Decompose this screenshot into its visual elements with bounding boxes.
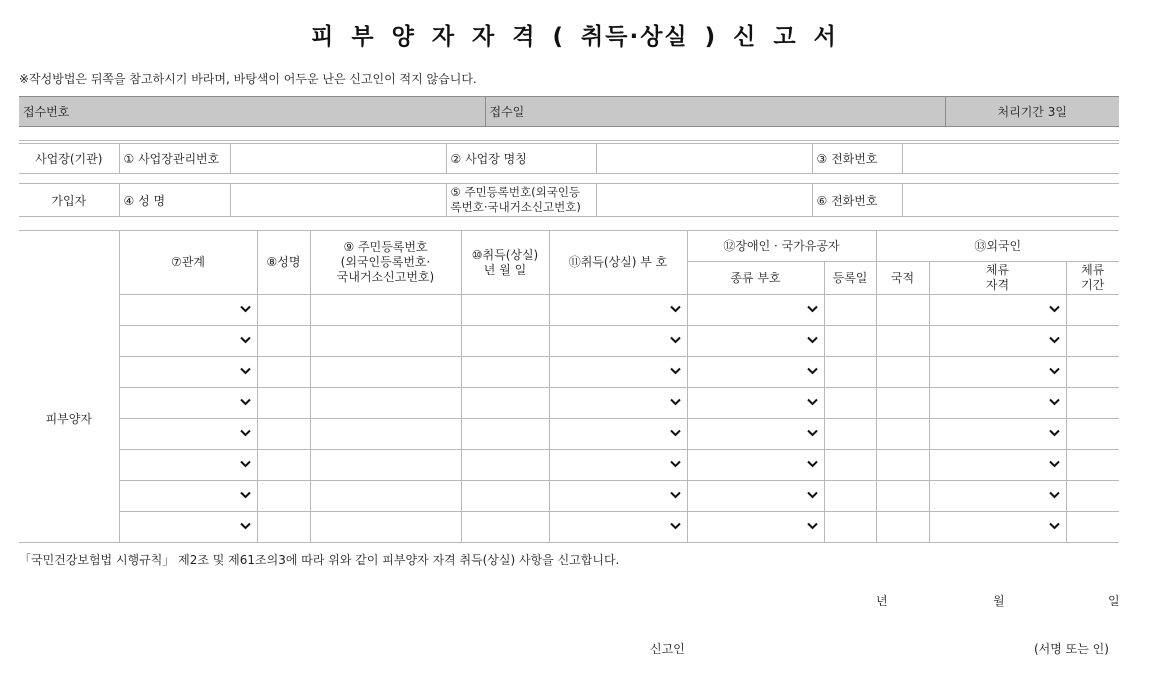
chevron-down-icon[interactable] xyxy=(1049,394,1060,410)
chevron-down-icon[interactable] xyxy=(1049,363,1060,379)
nationality-field[interactable] xyxy=(876,512,929,543)
disabled-type-header: 종류 부호 xyxy=(687,262,824,295)
workplace-table xyxy=(19,140,1119,174)
disabled-type-select[interactable] xyxy=(687,512,824,543)
nationality-field[interactable] xyxy=(876,326,929,357)
chevron-down-icon[interactable] xyxy=(240,301,251,317)
chevron-down-icon[interactable] xyxy=(807,394,818,410)
code-select[interactable] xyxy=(549,419,687,450)
receipt-table xyxy=(19,96,1119,127)
subscriber-id-label-line1: ⑤ 주민등록번호(외국인등 xyxy=(450,185,581,199)
table-row xyxy=(19,419,1119,450)
date-field[interactable] xyxy=(461,419,549,450)
stay-period-field[interactable] xyxy=(1066,481,1119,512)
id-field[interactable] xyxy=(310,388,461,419)
id-field[interactable] xyxy=(310,450,461,481)
subscriber-name-label: ④ 성 명 xyxy=(119,184,230,217)
relation-select[interactable] xyxy=(119,450,257,481)
declaration-statement: 「국민건강보험법 시행규칙」 제2조 및 제61조의3에 따라 위와 같이 피부양자 자격 취득(상실) 사항을 신고합니다. xyxy=(19,553,620,567)
id-header-line2: (외국인등록번호· xyxy=(340,255,431,269)
name-field[interactable] xyxy=(257,357,310,388)
date-field[interactable] xyxy=(461,295,549,326)
disabled-type-select[interactable] xyxy=(687,481,824,512)
disabled-reg-field[interactable] xyxy=(824,481,876,512)
disabled-type-select[interactable] xyxy=(687,450,824,481)
chevron-down-icon[interactable] xyxy=(670,394,681,410)
stay-status-select[interactable] xyxy=(929,419,1066,450)
code-select[interactable] xyxy=(549,295,687,326)
year-label: 년 xyxy=(876,594,888,608)
chevron-down-icon[interactable] xyxy=(670,301,681,317)
workplace-mgmt-no-field[interactable] xyxy=(230,144,446,174)
name-field[interactable] xyxy=(257,388,310,419)
chevron-down-icon[interactable] xyxy=(807,487,818,503)
chevron-down-icon[interactable] xyxy=(807,456,818,472)
foreign-group-header: ⑬외국인 xyxy=(876,231,1119,262)
id-field[interactable] xyxy=(310,295,461,326)
chevron-down-icon[interactable] xyxy=(240,363,251,379)
relation-select[interactable] xyxy=(119,512,257,543)
name-field[interactable] xyxy=(257,419,310,450)
name-field[interactable] xyxy=(257,450,310,481)
relation-select[interactable] xyxy=(119,419,257,450)
subscriber-phone-field[interactable] xyxy=(902,184,1119,217)
stay-period-field[interactable] xyxy=(1066,295,1119,326)
workplace-phone-label: ③ 전화번호 xyxy=(812,144,902,174)
chevron-down-icon[interactable] xyxy=(807,301,818,317)
relation-select[interactable] xyxy=(119,295,257,326)
date-header-line2: 년 월 일 xyxy=(483,262,527,277)
disabled-reg-field[interactable] xyxy=(824,295,876,326)
subscriber-section-label: 가입자 xyxy=(19,184,119,217)
reporter-label: 신고인 xyxy=(650,642,685,656)
stay-period-header-line1: 체류 xyxy=(1081,263,1105,277)
code-select[interactable] xyxy=(549,450,687,481)
subscriber-id-field[interactable] xyxy=(596,184,812,217)
disabled-type-select[interactable] xyxy=(687,326,824,357)
form-title: 피 부 양 자 자 격 ( 취득·상실 ) 신 고 서 xyxy=(311,24,838,50)
table-row xyxy=(19,481,1119,512)
relation-select[interactable] xyxy=(119,357,257,388)
day-label: 일 xyxy=(1108,594,1120,608)
form-notice: ※작성방법은 뒤쪽을 참고하시기 바라며, 바탕색이 어두운 난은 신고인이 적지 않습니다. xyxy=(19,72,477,86)
stay-period-field[interactable] xyxy=(1066,512,1119,543)
code-select[interactable] xyxy=(549,326,687,357)
stay-period-field[interactable] xyxy=(1066,326,1119,357)
date-field[interactable] xyxy=(461,481,549,512)
code-select[interactable] xyxy=(549,512,687,543)
subscriber-name-field[interactable] xyxy=(230,184,446,217)
chevron-down-icon[interactable] xyxy=(670,363,681,379)
chevron-down-icon[interactable] xyxy=(670,425,681,441)
stay-status-select[interactable] xyxy=(929,326,1066,357)
date-field[interactable] xyxy=(461,357,549,388)
code-select[interactable] xyxy=(549,481,687,512)
receipt-number-label: 접수번호 xyxy=(19,97,485,127)
disabled-type-select[interactable] xyxy=(687,295,824,326)
disabled-reg-header: 등록일 xyxy=(824,262,876,295)
name-field[interactable] xyxy=(257,512,310,543)
name-field[interactable] xyxy=(257,295,310,326)
nationality-field[interactable] xyxy=(876,419,929,450)
code-select[interactable] xyxy=(549,357,687,388)
name-field[interactable] xyxy=(257,481,310,512)
stay-status-select[interactable] xyxy=(929,481,1066,512)
relation-header: ⑦관계 xyxy=(119,231,257,295)
table-row xyxy=(19,512,1119,543)
receipt-date-label: 접수일 xyxy=(485,97,945,127)
stay-status-header xyxy=(929,262,1066,295)
id-field[interactable] xyxy=(310,512,461,543)
chevron-down-icon[interactable] xyxy=(807,332,818,348)
dependents-table xyxy=(19,230,1119,543)
stay-period-field[interactable] xyxy=(1066,357,1119,388)
id-field[interactable] xyxy=(310,357,461,388)
disabled-reg-field[interactable] xyxy=(824,512,876,543)
chevron-down-icon[interactable] xyxy=(240,332,251,348)
disabled-reg-field[interactable] xyxy=(824,419,876,450)
id-header-line1: ⑨ 주민등록번호 xyxy=(343,240,428,254)
date-field[interactable] xyxy=(461,326,549,357)
date-field[interactable] xyxy=(461,388,549,419)
id-field[interactable] xyxy=(310,481,461,512)
workplace-phone-field[interactable] xyxy=(902,144,1119,174)
disabled-reg-field[interactable] xyxy=(824,388,876,419)
processing-period-label: 처리기간 3일 xyxy=(945,97,1119,127)
disabled-group-header: ⑫장애인 · 국가유공자 xyxy=(687,231,876,262)
stay-status-select[interactable] xyxy=(929,295,1066,326)
subscriber-phone-label: ⑥ 전화번호 xyxy=(812,184,902,217)
month-label: 월 xyxy=(993,594,1005,608)
id-field[interactable] xyxy=(310,326,461,357)
date-field[interactable] xyxy=(461,450,549,481)
relation-select[interactable] xyxy=(119,481,257,512)
disabled-reg-field[interactable] xyxy=(824,357,876,388)
relation-select[interactable] xyxy=(119,326,257,357)
id-header-line3: 국내거소신고번호) xyxy=(336,270,435,284)
nationality-header: 국적 xyxy=(876,262,929,295)
stay-status-select[interactable] xyxy=(929,450,1066,481)
nationality-field[interactable] xyxy=(876,357,929,388)
table-row xyxy=(19,326,1119,357)
date-header xyxy=(461,231,549,295)
stay-status-select[interactable] xyxy=(929,388,1066,419)
stay-period-header-line2: 기간 xyxy=(1081,278,1105,292)
nationality-field[interactable] xyxy=(876,481,929,512)
dependents-header-spacer xyxy=(19,231,119,295)
table-row xyxy=(19,450,1119,481)
chevron-down-icon[interactable] xyxy=(240,456,251,472)
table-row xyxy=(19,388,1119,419)
workplace-name-field[interactable] xyxy=(596,144,812,174)
id-field[interactable] xyxy=(310,419,461,450)
table-row xyxy=(19,357,1119,388)
chevron-down-icon[interactable] xyxy=(807,425,818,441)
code-header: ⑪취득(상실) 부 호 xyxy=(549,231,687,295)
chevron-down-icon[interactable] xyxy=(807,518,818,534)
stay-period-header xyxy=(1066,262,1119,295)
stay-status-select[interactable] xyxy=(929,357,1066,388)
disabled-type-select[interactable] xyxy=(687,357,824,388)
subscriber-id-label xyxy=(446,184,596,217)
chevron-down-icon[interactable] xyxy=(670,456,681,472)
date-header-line1: ⑩취득(상실) xyxy=(471,247,539,262)
chevron-down-icon[interactable] xyxy=(807,363,818,379)
workplace-name-label: ② 사업장 명칭 xyxy=(446,144,596,174)
disabled-type-select[interactable] xyxy=(687,388,824,419)
nationality-field[interactable] xyxy=(876,295,929,326)
chevron-down-icon[interactable] xyxy=(670,518,681,534)
relation-select[interactable] xyxy=(119,388,257,419)
chevron-down-icon[interactable] xyxy=(670,487,681,503)
date-field[interactable] xyxy=(461,512,549,543)
subscriber-table xyxy=(19,183,1119,217)
chevron-down-icon[interactable] xyxy=(240,425,251,441)
disabled-reg-field[interactable] xyxy=(824,326,876,357)
chevron-down-icon[interactable] xyxy=(240,518,251,534)
dependents-section-label: 피부양자 xyxy=(19,295,119,543)
chevron-down-icon[interactable] xyxy=(240,394,251,410)
chevron-down-icon[interactable] xyxy=(1049,518,1060,534)
chevron-down-icon[interactable] xyxy=(240,487,251,503)
chevron-down-icon[interactable] xyxy=(1049,487,1060,503)
chevron-down-icon[interactable] xyxy=(1049,301,1060,317)
stay-period-field[interactable] xyxy=(1066,450,1119,481)
chevron-down-icon[interactable] xyxy=(1049,332,1060,348)
stay-status-header-line2: 자격 xyxy=(985,278,1010,292)
name-header: ⑧성명 xyxy=(257,231,310,295)
code-select[interactable] xyxy=(549,388,687,419)
workplace-section-label: 사업장(기관) xyxy=(19,144,119,174)
disabled-reg-field[interactable] xyxy=(824,450,876,481)
stay-status-header-line1: 체류 xyxy=(985,263,1010,277)
stay-period-field[interactable] xyxy=(1066,388,1119,419)
nationality-field[interactable] xyxy=(876,450,929,481)
subscriber-id-label-line2: 록번호·국내거소신고번호) xyxy=(450,200,581,214)
table-row xyxy=(19,295,1119,326)
signature-label: (서명 또는 인) xyxy=(1034,642,1109,656)
disabled-type-select[interactable] xyxy=(687,419,824,450)
name-field[interactable] xyxy=(257,326,310,357)
chevron-down-icon[interactable] xyxy=(670,332,681,348)
chevron-down-icon[interactable] xyxy=(1049,425,1060,441)
chevron-down-icon[interactable] xyxy=(1049,456,1060,472)
stay-status-select[interactable] xyxy=(929,512,1066,543)
workplace-mgmt-no-label: ① 사업장관리번호 xyxy=(119,144,230,174)
nationality-field[interactable] xyxy=(876,388,929,419)
stay-period-field[interactable] xyxy=(1066,419,1119,450)
id-header xyxy=(310,231,461,295)
